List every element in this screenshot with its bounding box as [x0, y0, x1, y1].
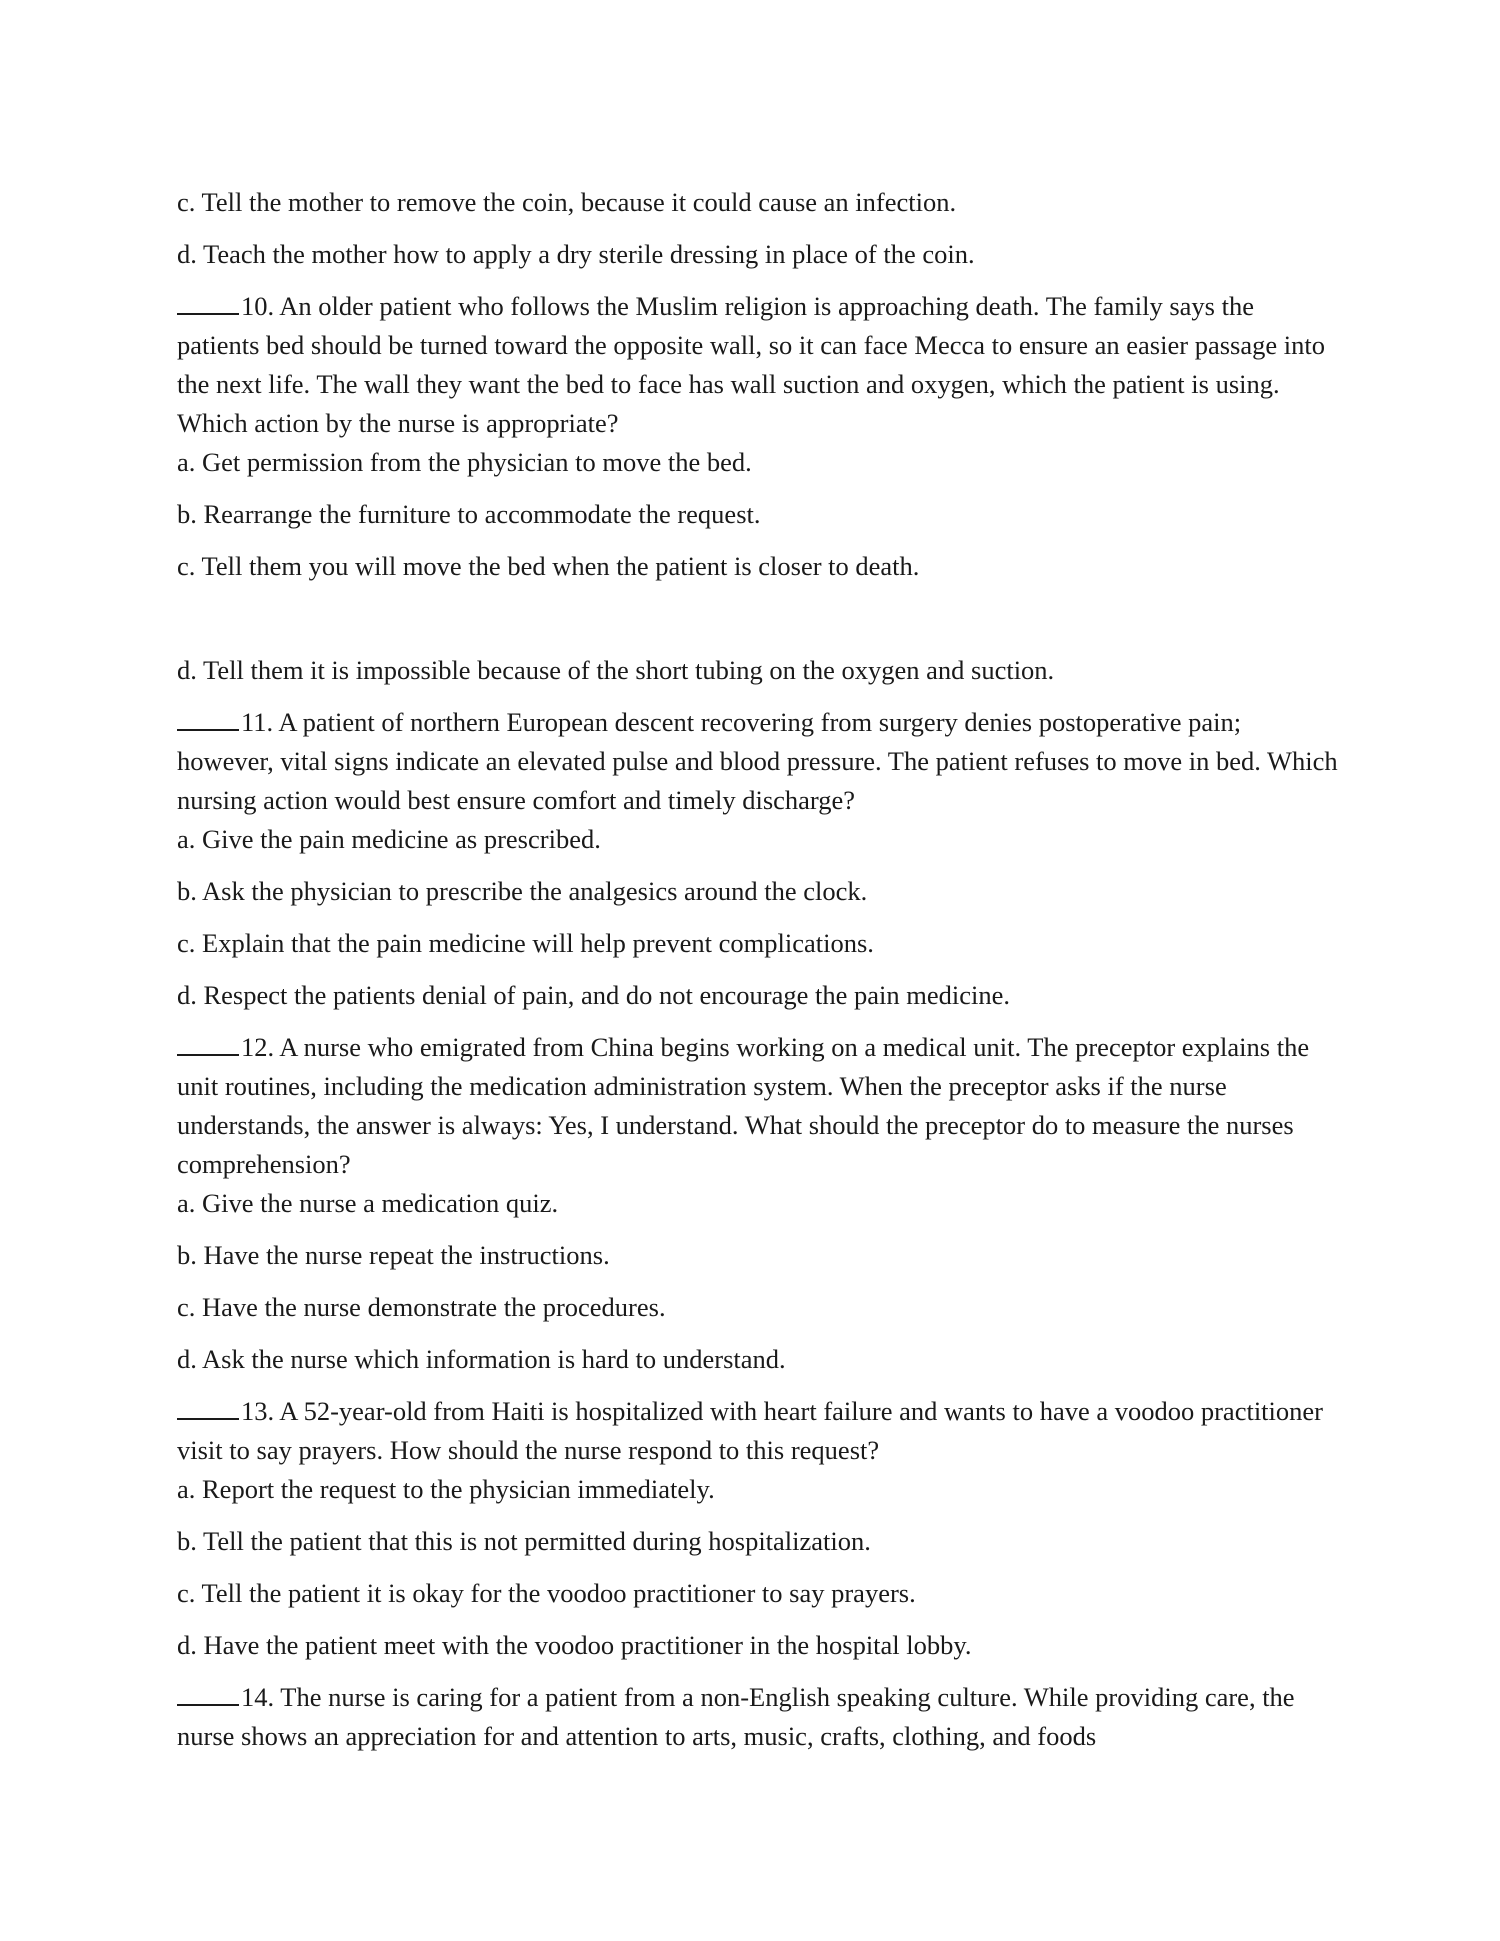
option-line: a. Give the nurse a medication quiz. — [177, 1188, 559, 1218]
option-line: b. Rearrange the furniture to accommodate the request. — [177, 499, 761, 529]
question-text: A patient of northern European descent recovering from surgery denies postoperative pain; however, vital signs indicate an elevated pulse and blood pressure. The patient refuses to move in bed. Which nursing action would best ensure comfort and timely discharge? — [177, 707, 1338, 815]
option-line: a. Get permission from the physician to move the bed. — [177, 447, 752, 477]
question-stem — [177, 1678, 1339, 1756]
option-line: d. Teach the mother how to apply a dry sterile dressing in place of the coin. — [177, 239, 975, 269]
answer-blank[interactable] — [177, 1393, 239, 1420]
answer-blank[interactable] — [177, 288, 239, 315]
option-line: b. Tell the patient that this is not permitted during hospitalization. — [177, 1526, 871, 1556]
option-line: b. Ask the physician to prescribe the analgesics around the clock. — [177, 876, 868, 906]
option-line: c. Tell the patient it is okay for the voodoo practitioner to say prayers. — [177, 1578, 916, 1608]
question-11 — [177, 703, 1339, 1028]
question-stem — [177, 1392, 1339, 1470]
question-10 — [177, 287, 1339, 703]
option-line: d. Have the patient meet with the voodoo practitioner in the hospital lobby. — [177, 1630, 972, 1660]
option-line: d. Respect the patients denial of pain, and do not encourage the pain medicine. — [177, 980, 1011, 1010]
question-text: An older patient who follows the Muslim religion is approaching death. The family says the patients bed should be turned toward the opposite wall, so it can face Mecca to ensure an easier passage into the next life. The wall they want the bed to face has wall suction and oxygen, which the patient is using. Which action by the nurse is appropriate? — [177, 291, 1325, 438]
question-number: 11. — [241, 707, 274, 737]
question-14 — [177, 1678, 1339, 1756]
question-text: A 52-year-old from Haiti is hospitalized with heart failure and wants to have a voodoo practitioner visit to say prayers. How should the nurse respond to this request? — [177, 1396, 1323, 1465]
question-13 — [177, 1392, 1339, 1678]
option-line: c. Tell them you will move the bed when the patient is closer to death. — [177, 551, 920, 581]
option-line: c. Have the nurse demonstrate the procedures. — [177, 1292, 666, 1322]
answer-blank[interactable] — [177, 704, 239, 731]
option-line: a. Report the request to the physician immediately. — [177, 1474, 715, 1504]
question-text: A nurse who emigrated from China begins working on a medical unit. The preceptor explains the unit routines, including the medication administration system. When the preceptor asks if the nurse understands, the answer is always: Yes, I understand. What should the preceptor do to measure the nurses comprehension? — [177, 1032, 1310, 1179]
question-number: 13. — [241, 1396, 275, 1426]
question-stem — [177, 1028, 1339, 1184]
question-number: 10. — [241, 291, 275, 321]
option-line: c. Tell the mother to remove the coin, because it could cause an infection. — [177, 187, 957, 217]
option-line: c. Explain that the pain medicine will help prevent complications. — [177, 928, 874, 958]
answer-blank[interactable] — [177, 1029, 239, 1056]
answer-blank[interactable] — [177, 1679, 239, 1706]
option-line: d. Tell them it is impossible because of the short tubing on the oxygen and suction. — [177, 655, 1055, 685]
question-text: The nurse is caring for a patient from a non-English speaking culture. While providing care, the nurse shows an appreciation for and attention to arts, music, crafts, clothing, and foods — [177, 1682, 1295, 1751]
question-number: 12. — [241, 1032, 275, 1062]
question-stem — [177, 703, 1339, 820]
question-12 — [177, 1028, 1339, 1392]
question-number: 14. — [241, 1682, 275, 1712]
option-line: a. Give the pain medicine as prescribed. — [177, 824, 601, 854]
question-stem — [177, 287, 1339, 443]
page-content — [177, 183, 1339, 1756]
option-line: b. Have the nurse repeat the instructions. — [177, 1240, 610, 1270]
option-line: d. Ask the nurse which information is hard to understand. — [177, 1344, 786, 1374]
